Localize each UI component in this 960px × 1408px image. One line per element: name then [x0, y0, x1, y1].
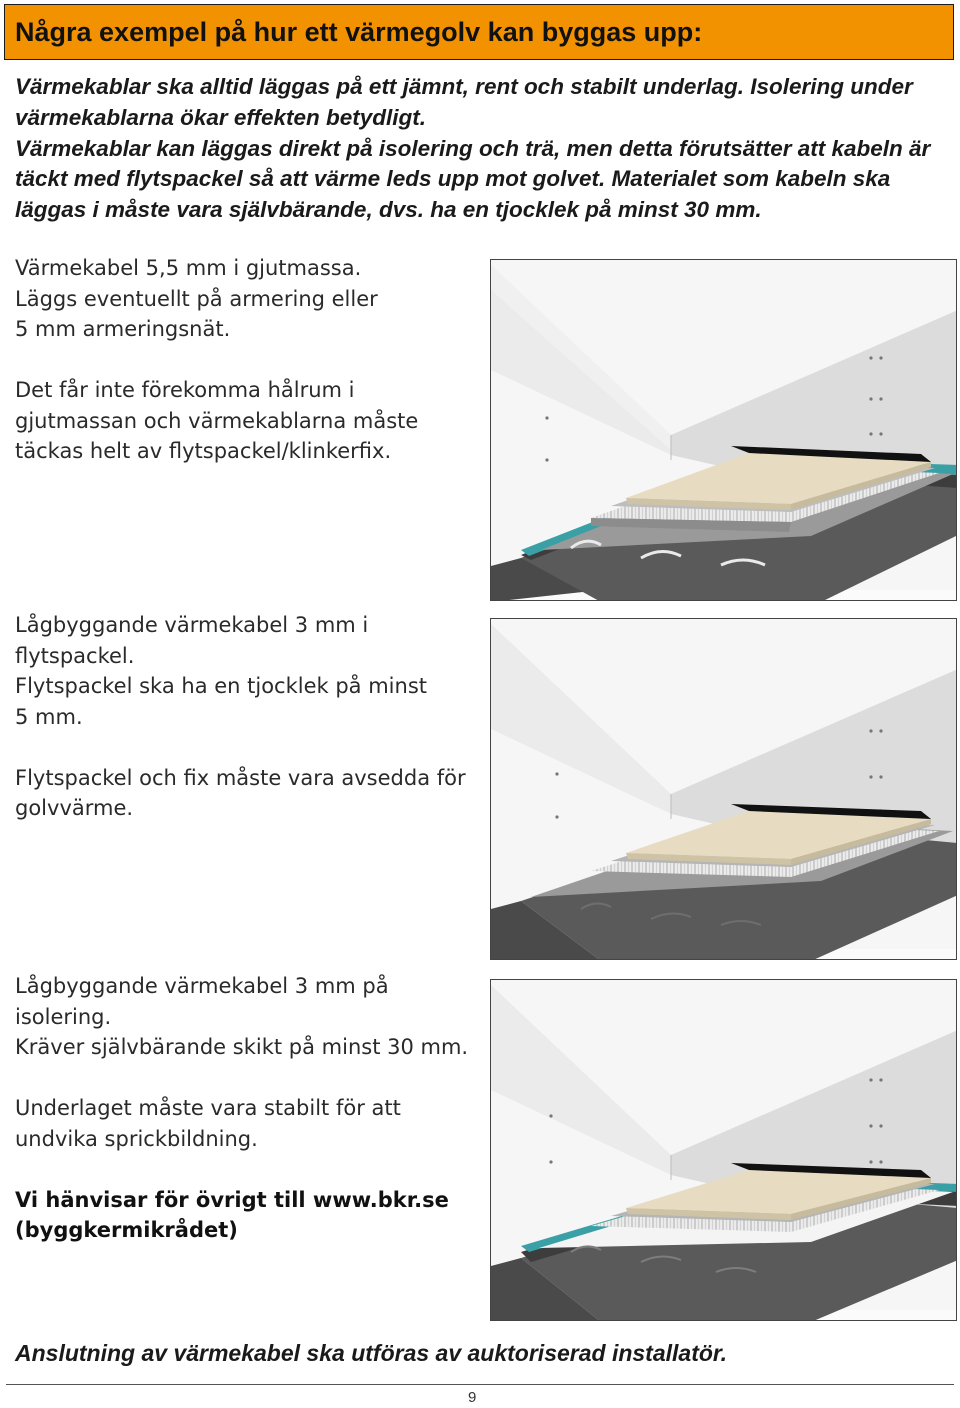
footer-divider [6, 1384, 954, 1385]
page-header [4, 4, 954, 60]
example-2-text [15, 610, 485, 824]
example-1-text [15, 253, 485, 467]
example-3-text [15, 971, 485, 1246]
example-line: Lågbyggande värmekabel 3 mm i [15, 613, 369, 637]
example-note-line: golvvärme. [15, 796, 134, 820]
page-title: Några exempel på hur ett värmegolv kan byggas upp: [15, 17, 703, 47]
example-note-line: gjutmassan och värmekablarna måste [15, 408, 419, 433]
example-line: flytspackel. [15, 643, 135, 668]
example-note-line: täckas helt av flytspackel/klinkerfix. [15, 439, 392, 463]
example-line: Kräver självbärande skikt på minst 30 mm. [15, 1035, 469, 1059]
reference-line: Vi hänvisar för övrigt till www.bkr.se [15, 1187, 449, 1212]
example-line: 5 mm. [15, 704, 83, 729]
reference-line: (byggkermikrådet) [15, 1218, 238, 1242]
example-note-line: Det får inte förekomma hålrum i [15, 378, 355, 402]
floor-cross-section-screed-icon [490, 618, 957, 960]
intro-paragraph: Värmekablar ska alltid läggas på ett jämnt, rent och stabilt underlag. Isolering under värmekablarna ökar effekten betydligt. [15, 74, 913, 130]
example-line: Värmekabel 5,5 mm i gjutmassa. [15, 256, 362, 280]
intro-paragraph: Värmekablar kan läggas direkt på isolering och trä, men detta förutsätter att kabeln är täckt med flytspackel så att värme leds upp mot golvet. Materialet som kabeln ska läggas i måste vara självbärande, dvs. ha en tjocklek på minst 30 mm. [15, 135, 931, 223]
floor-cross-section-cast-icon [490, 259, 957, 601]
example-note-line: undvika sprickbildning. [15, 1126, 258, 1151]
example-note-line: Flytspackel och fix måste vara avsedda för [15, 765, 466, 790]
example-line: isolering. [15, 1004, 112, 1029]
floor-cross-section-insulation-icon [490, 979, 957, 1321]
intro-text [15, 72, 950, 226]
example-note-line: Underlaget måste vara stabilt för att [15, 1096, 401, 1120]
installer-note: Anslutning av värmekabel ska utföras av auktoriserad installatör. [15, 1340, 727, 1366]
page-number: 9 [468, 1389, 477, 1406]
example-line: 5 mm armeringsnät. [15, 317, 231, 341]
example-line: Lågbyggande värmekabel 3 mm på [15, 974, 389, 998]
example-line: Flytspackel ska ha en tjocklek på minst [15, 674, 428, 698]
example-line: Läggs eventuellt på armering eller [15, 286, 378, 311]
